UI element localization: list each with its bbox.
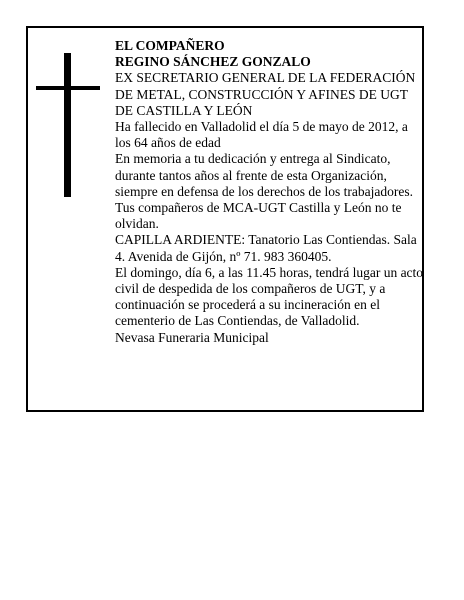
cross-horizontal-bar: [36, 86, 100, 90]
obituary-text: [115, 38, 425, 346]
colleagues-message: Tus compañeros de MCA-UGT Castilla y León no te olvidan.: [115, 200, 402, 232]
cross-vertical-bar: [64, 53, 71, 197]
deceased-position: EX SECRETARIO GENERAL DE LA FEDERACIÓN DE METAL, CONSTRUCCIÓN Y AFINES DE UGT DE CASTILLA Y LEÓN: [115, 70, 416, 118]
notice-title-line-1: EL COMPAÑERO: [115, 38, 225, 53]
funeral-home: Nevasa Funeraria Municipal: [115, 329, 269, 345]
ceremony-details: El domingo, día 6, a las 11.45 horas, tendrá lugar un acto civil de despedida de los compañeros de UGT, y a continuación se procederá a su incineración en el cementerio de Las Contiendas, de Valladolid.: [115, 264, 424, 329]
deceased-name: REGINO SÁNCHEZ GONZALO: [115, 54, 311, 70]
chapel-details: CAPILLA ARDIENTE: Tanatorio Las Contiendas. Sala 4. Avenida de Gijón, nº 71. 983 360405.: [115, 232, 417, 264]
cross-icon: [36, 53, 100, 197]
death-announcement: Ha fallecido en Valladolid el día 5 de mayo de 2012, a los 64 años de edad: [115, 119, 408, 151]
memorial-message: En memoria a tu dedicación y entrega al Sindicato, durante tantos años al frente de esta Organización, siempre en defensa de los derechos de los trabajadores.: [115, 151, 414, 199]
